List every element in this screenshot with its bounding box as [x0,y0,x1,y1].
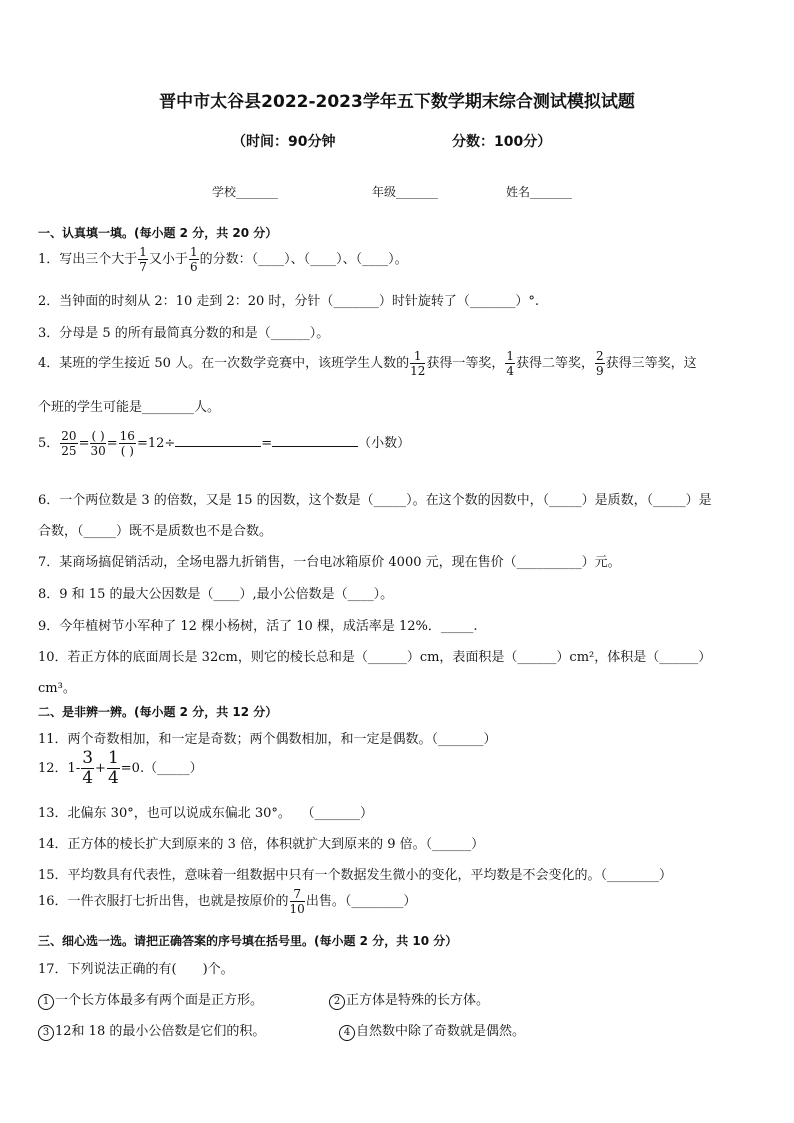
question-14: 14．正方体的棱长扩大到原来的 3 倍，体积就扩大到原来的 9 倍。（______） [38,837,485,852]
page-title: 晋中市太谷县2022-2023学年五下数学期末综合测试模拟试题 [159,92,635,112]
question-16: 16．一件衣服打七折出售，也就是按原价的 $\frac{7}{10}$ 出售。（________） [38,887,417,916]
answer-blank[interactable] [272,446,358,447]
option-marker: 3 [38,1025,54,1041]
name-field: 姓名_______ [506,185,573,199]
exam-time: （时间：90分钟 [232,134,336,150]
question-10: 10．若正方体的底面周长是 32cm，则它的棱长总和是（______）cm，表面积是（______）cm²，体积是（______） [38,650,712,665]
question-10-line2: cm³。 [38,681,76,696]
option-4: 4 自然数中除了奇数就是偶然。 [339,1020,525,1041]
question-11: 11．两个奇数相加，和一定是奇数；两个偶数相加，和一定是偶数。（_______） [38,732,497,747]
section-heading-2: 二、是非辨一辨。(每小题 2 分，共 12 分） [38,705,278,719]
section-heading-1: 一、认真填一填。(每小题 2 分，共 20 分） [38,226,278,240]
option-marker: 4 [339,1025,355,1041]
question-15: 15．平均数具有代表性，意味着一组数据中只有一个数据发生微小的变化，平均数是不会变化的。（________） [38,868,673,883]
option-3: 3 12和 18 的最小公倍数是它们的积。 [38,1020,265,1041]
exam-score: 分数：100分） [452,134,552,150]
option-marker: 2 [329,994,345,1010]
question-6-line2: 合数，（_____）既不是质数也不是合数。 [38,524,273,539]
option-marker: 1 [38,994,54,1010]
section-heading-3: 三、细心选一选。请把正确答案的序号填在括号里。(每小题 2 分，共 10 分） [38,934,458,948]
question-8: 8．9 和 15 的最大公因数是（____）,最小公倍数是（____）。 [38,587,394,602]
question-7: 7．某商场搞促销活动，全场电器九折销售，一台电冰箱原价 4000 元，现在售价（__________）元。 [38,555,621,570]
question-3: 3．分母是 5 的所有最简真分数的和是（______）。 [38,326,330,341]
question-4: 4．某班的学生接近 50 人。在一次数学竞赛中，该班学生人数的 $\frac{1}{12}$ 获得一等奖， $\frac{1}{4}$ 获得二等奖， $\frac{2}{9}$ 获得三等奖，这 [38,349,697,378]
question-9: 9．今年植树节小军种了 12 棵小杨树，活了 10 棵，成活率是 12%．_____. [38,619,478,634]
question-6: 6．一个两位数是 3 的倍数，又是 15 的因数，这个数是（_____）。在这个数的因数中，（_____）是质数，（_____）是 [38,493,712,508]
question-5: 5． $\frac{20}{25}$ = $\frac{( )}{30}$ = $\frac{16}{( )}$ =12÷ = （小数） [38,429,411,458]
question-12: 12．1- $\frac{3}{4}$ + $\frac{1}{4}$ =0.（_____） [38,748,203,788]
question-1: 1．写出三个大于 $\frac{1}{7}$ 又小于 $\frac{1}{6}$ 的分数：（____）、（____）、（____）。 [38,245,408,274]
question-4-line2: 个班的学生可能是________人。 [38,400,221,415]
grade-field: 年级_______ [372,185,439,199]
question-17: 17．下列说法正确的有( )个。 [38,962,234,977]
answer-blank[interactable] [175,446,261,447]
question-2: 2．当钟面的时刻从 2：10 走到 2：20 时，分针（_______）时针旋转了（_______）°. [38,294,540,309]
option-2: 2 正方体是特殊的长方体。 [329,989,489,1010]
option-1: 1 一个长方体最多有两个面是正方形。 [38,989,263,1010]
question-13: 13．北偏东 30°，也可以说成东偏北 30°。 （_______） [38,806,374,821]
school-field: 学校_______ [212,185,279,199]
